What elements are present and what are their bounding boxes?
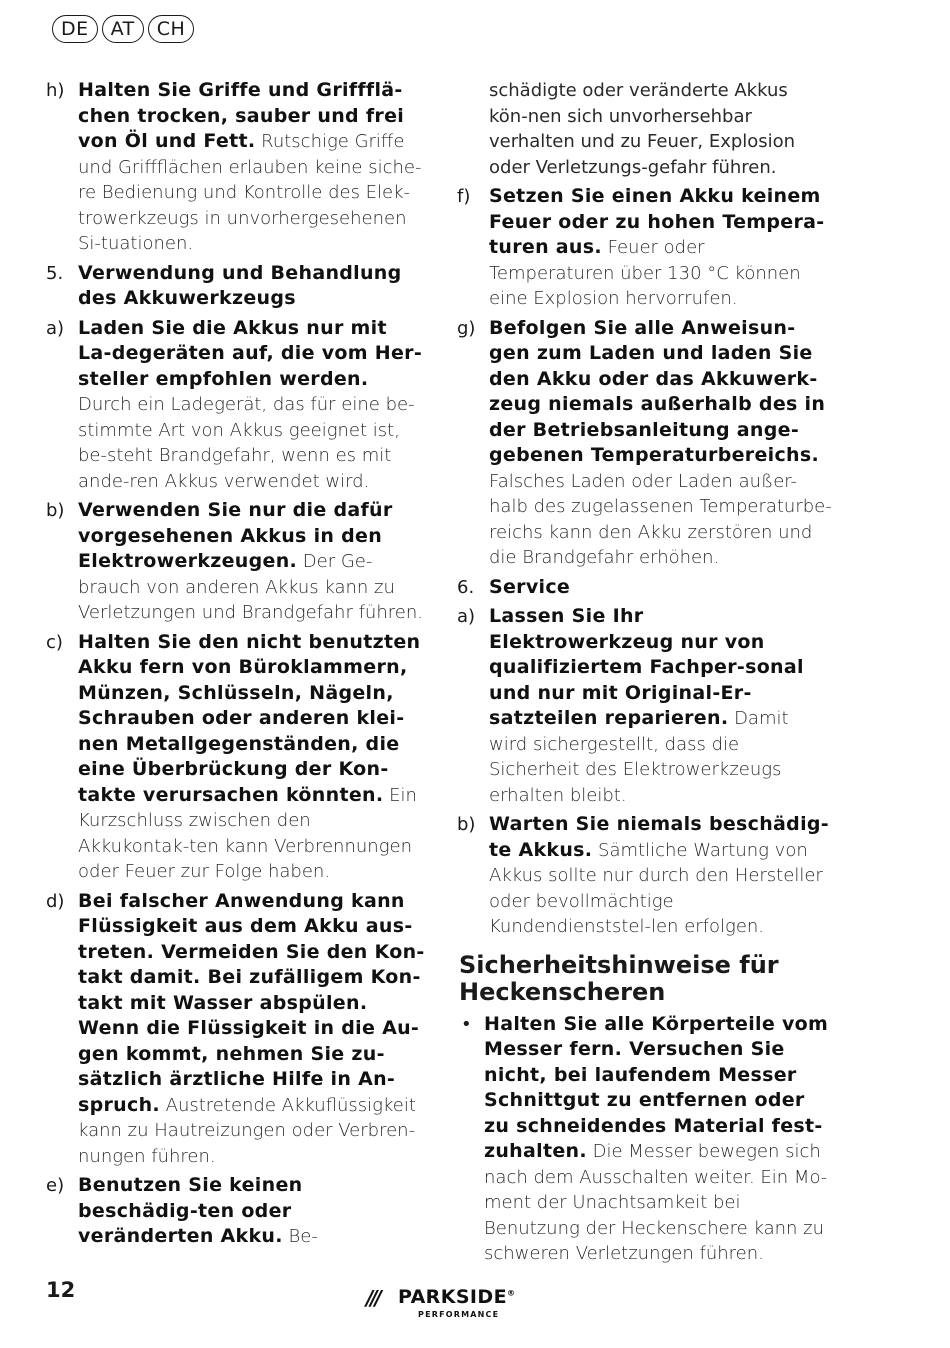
country-badge-ch: CH bbox=[148, 15, 195, 43]
item-bold-text: Warten Sie niemals beschädig-te Akkus. bbox=[489, 813, 829, 861]
section-title: Service bbox=[489, 575, 571, 598]
list-item-c bbox=[46, 630, 426, 885]
item-body bbox=[78, 498, 426, 626]
list-item-h bbox=[46, 78, 426, 257]
section-number: 5. bbox=[46, 262, 64, 284]
item-marker: c) bbox=[46, 631, 63, 653]
item-marker: f) bbox=[457, 186, 471, 207]
item-bold-text: Laden Sie die Akkus nur mit La-degeräten auf, die vom Her-steller empfohlen werden. bbox=[78, 316, 423, 390]
hedge-trimmer-safety-heading: Sicherheitshinweise für Heckenscheren bbox=[459, 950, 779, 1006]
page-number: 12 bbox=[46, 1278, 76, 1302]
item-body bbox=[78, 630, 426, 885]
right-column bbox=[457, 78, 832, 1271]
country-badge-at: AT bbox=[102, 15, 144, 43]
item-text: Damit wird sichergestellt, dass die Sicherheit des Elektrowerkzeugs erhalten bleibt. bbox=[489, 708, 789, 806]
list-item-b bbox=[46, 498, 426, 626]
item-body bbox=[484, 1012, 832, 1267]
item-bold-text: Verwenden Sie nur die dafür vorgesehenen Akkus in den Elektrowerkzeugen. bbox=[78, 499, 393, 572]
item-text: Falsches Laden oder Laden außer-halb des zugelassenen Temperaturbe-reichs kann den Akku zerstören und die Brandgefahr erhöhen. bbox=[489, 470, 832, 568]
item-marker: b) bbox=[457, 814, 476, 835]
section-title: Verwendung und Behandlung des Akkuwerkzeugs bbox=[78, 261, 402, 309]
list-item-e bbox=[46, 1173, 426, 1250]
item-bold-text: Bei falscher Anwendung kann Flüssigkeit aus dem Akku aus-treten. Vermeiden Sie den Kon-takt damit. Bei zufälligem Kon-takt mit Wasser abspülen. Wenn die Flüssigkeit in die Au-gen kommt, nehmen Sie zu-sätzlich ärztliche Hilfe in An-spruch. bbox=[78, 889, 425, 1116]
item-body bbox=[78, 316, 426, 495]
item-bold-text: Halten Sie alle Körperteile vom Messer fern. Versuchen Sie nicht, bei laufendem Messer Schnittgut zu entfernen oder zu schneidendes Material fest-zuhalten. bbox=[484, 1012, 829, 1162]
service-item-a bbox=[457, 604, 832, 808]
item-text: Die Messer bewegen sich nach dem Ausschalten weiter. Ein Mo-ment der Unachtsamkeit bei Benutzung der Heckenschere kann zu schweren Verletzungen führen. bbox=[484, 1141, 828, 1264]
bullet-item bbox=[457, 1012, 832, 1267]
list-item-e-continued: schädigte oder veränderte Akkus kön-nen sich unvorhersehbar verhalten und zu Feuer, Explosion oder Verletzungs-gefahr führen. bbox=[489, 80, 796, 178]
item-bold-text: Halten Sie den nicht benutzten Akku fern von Büroklammern, Münzen, Schlüsseln, Nägeln, Schrauben oder anderen klei-nen Metallgegenständen, die eine Überbrückung der Kon-takte verursachen könnten. bbox=[78, 630, 421, 806]
item-marker: b) bbox=[46, 500, 65, 521]
item-text: Sämtliche Wartung von Akkus sollte nur durch den Hersteller oder bevollmächtige Kundendienststel-len erfolgen. bbox=[489, 839, 823, 937]
list-item-a bbox=[46, 316, 426, 495]
item-bold-text: Lassen Sie Ihr Elektrowerkzeug nur von qualifiziertem Fachper-sonal und nur mit Original-Er-satzteilen reparieren. bbox=[489, 605, 804, 729]
item-marker: a) bbox=[46, 317, 65, 339]
item-body bbox=[78, 78, 426, 257]
item-text: Feuer oder Temperaturen über 130 °C können eine Explosion hervorrufen. bbox=[489, 237, 801, 309]
list-item-f bbox=[457, 184, 832, 312]
item-body bbox=[78, 1173, 426, 1250]
item-text: Der Ge-brauch von anderen Akkus kann zu Verletzungen und Brandgefahr führen. bbox=[78, 551, 423, 623]
item-body bbox=[489, 604, 832, 808]
section-6-heading bbox=[457, 575, 832, 601]
item-bold-text: Halten Sie Griffe und Griffflä-chen trocken, sauber und frei von Öl und Fett. bbox=[78, 79, 405, 152]
item-text: Durch ein Ladegerät, das für eine be-stimmte Art von Akkus geeignet ist, be-steht Brandgefahr, wenn es mit ande-ren Akkus verwendet wird. bbox=[78, 394, 415, 492]
item-body bbox=[489, 316, 832, 571]
list-item-g bbox=[457, 316, 832, 571]
item-text: Rutschige Griffe und Griffflächen erlauben keine siche-re Bedienung und Kontrolle des Elek-trowerkzeugs in unvorhergesehenen Si-tuationen. bbox=[78, 131, 422, 254]
item-marker: d) bbox=[46, 890, 65, 912]
item-text: Ein Kurzschluss zwischen den Akkukontak-ten kann Verbrennungen oder Feuer zur Folge haben. bbox=[78, 784, 417, 882]
logo-wordmark bbox=[398, 1286, 515, 1308]
item-bold-text: Benutzen Sie keinen beschädig-ten oder veränderten Akku. bbox=[78, 1174, 303, 1247]
item-bold-text: Befolgen Sie alle Anweisun-gen zum Laden und laden Sie den Akku oder das Akkuwerk-zeug niemals außerhalb des in der Betriebsanleitung ange-gebenen Temperaturbereichs. bbox=[489, 316, 826, 466]
item-body bbox=[489, 184, 832, 312]
item-text: Austretende Akkuflüssigkeit kann zu Hautreizungen oder Verbren-nungen führen. bbox=[78, 1094, 416, 1167]
logo-subtitle: PERFORMANCE bbox=[418, 1310, 500, 1319]
bullet-icon: • bbox=[461, 1013, 472, 1035]
parkside-logo bbox=[366, 1286, 516, 1322]
item-marker: e) bbox=[46, 1175, 65, 1196]
country-badge-de: DE bbox=[52, 15, 98, 43]
logo-wordmark-text: PARKSIDE bbox=[398, 1286, 507, 1308]
logo-slashes-icon: /// bbox=[366, 1286, 379, 1310]
section-number: 6. bbox=[457, 576, 475, 598]
item-marker: a) bbox=[457, 606, 476, 627]
service-item-b bbox=[457, 812, 832, 940]
country-badges bbox=[52, 15, 194, 43]
section-5-heading bbox=[46, 261, 426, 312]
item-marker: h) bbox=[46, 80, 65, 101]
left-column bbox=[46, 78, 426, 1254]
item-bold-text: Setzen Sie einen Akku keinem Feuer oder zu hohen Tempera-turen aus. bbox=[489, 185, 825, 258]
item-text: Be- bbox=[282, 1226, 318, 1247]
item-body bbox=[78, 889, 426, 1170]
registered-mark: ® bbox=[506, 1288, 516, 1298]
list-item-d bbox=[46, 889, 426, 1170]
item-marker: g) bbox=[457, 317, 476, 339]
item-body bbox=[489, 812, 832, 940]
